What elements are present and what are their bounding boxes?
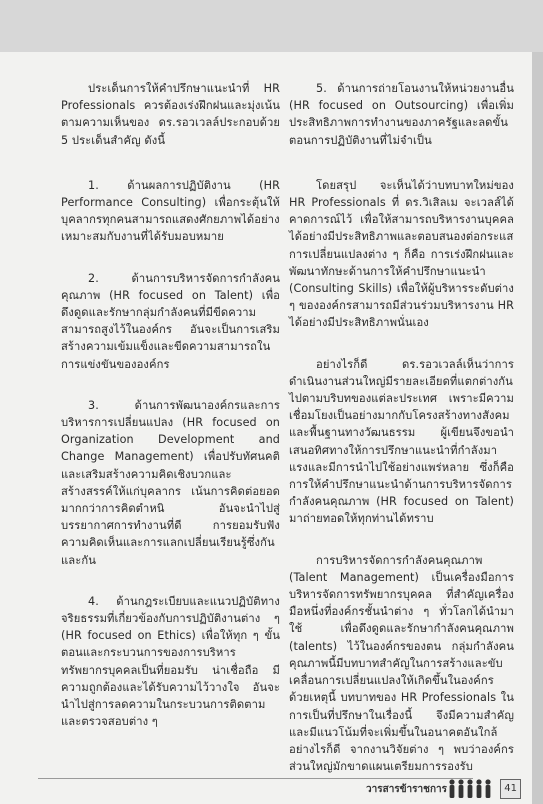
spacer: [289, 332, 514, 356]
spacer: [61, 569, 280, 593]
journal-name: วารสารข้าราชการ: [366, 784, 447, 795]
footer-rule: [38, 778, 473, 779]
spacer: [289, 149, 514, 177]
spacer: [289, 528, 514, 552]
spacer: [61, 149, 280, 177]
left-column: [61, 80, 280, 731]
list-item-3: 3. ด้านการพัฒนาองค์กรและการบริหารการเปลี่ยนแปลง (HR focused on Organization Development and Change Management) เพื่อปรับทัศนคติและเสริมสร้างความคิดเชิงบวกและสร้างสรรค์ให้แก่บุคลากร เน้นการคิดต่อยอดมากกว่าการคิดตำหนิ อันจะนำไปสู่บรรยากาศการทำงานที่ดี การยอมรับฟังความคิดเห็นและการแลกเปลี่ยนเรียนรู้ซึ่งกันและกัน: [61, 398, 280, 567]
spacer: [61, 373, 280, 397]
page-footer: [0, 772, 543, 804]
list-item-2: 2. ด้านการบริหารจัดการกำลังคนคุณภาพ (HR focused on Talent) เพื่อดึงดูดและรักษากลุ่มกำลังคนที่มีขีดความสามารถสูงไว้ในองค์กร อันจะเป็นการเสริมสร้างความเข้มแข็งและขีดความสามารถในการแข่งขันขององค์กร: [61, 271, 280, 371]
intro-paragraph: ประเด็นการให้คำปรึกษาแนะนำที่ HR Professionals ควรต้องเร่งฝึกฝนและมุ่งเน้นตามความเห็นของ ดร.รอวเวลล์ประกอบด้วย 5 ประเด็นสำคัญ ดังนี้: [61, 82, 280, 147]
context-paragraph: อย่างไรก็ดี ดร.รอวเวลล์เห็นว่าการดำเนินงานส่วนใหญ่มีรายละเอียดที่แตกต่างกันไปตามบริบทของแต่ละประเทศ เพราะมีความเชื่อมโยงเป็นอย่างมากกับโครงสร้างทางสังคมและพื้นฐานทางวัฒนธรรม ผู้เขียนจึงขอนำเสนอทิศทางให้การปรึกษาแนะนำที่กำลังมาแรงและมีการนำไปใช้อย่างแพร่หลาย ซึ่งก็คือการให้คำปรึกษาแนะนำด้านการบริหารจัดการกำลังคนคุณภาพ (HR focused on Talent) มาถ่ายทอดให้ทุกท่านได้ทราบ: [289, 357, 514, 526]
people-figures-icon: [447, 778, 499, 800]
talent-management-paragraph: การบริหารจัดการกำลังคนคุณภาพ (Talent Management) เป็นเครื่องมือการบริหารจัดการทรัพยากรบุคคล ที่สำคัญเครื่องมือหนึ่งที่องค์กรชั้นนำต่าง ๆ ทั่วโลกได้นำมาใช้ เพื่อดึงดูดและรักษากำลังคนคุณภาพ (talents) ไว้ในองค์กรของตน กลุ่มกำลังคนคุณภาพนี้มีบทบาทสำคัญในการสร้างและขับเคลื่อนการเปลี่ยนแปลงให้เกิดขึ้นในองค์กร ด้วยเหตุนี้ บทบาทของ HR Professionals ในการเป็นที่ปรึกษาในเรื่องนี้ จึงมีความสำคัญและมีแนวโน้มที่จะเพิ่มขึ้นในอนาคตอันใกล้ อย่างไรก็ดี จากงานวิจัยต่าง ๆ พบว่าองค์กรส่วนใหญ่มักขาดแผนเตรียมการรองรับ: [289, 553, 514, 774]
right-column: [289, 80, 514, 775]
page-edge-strip: [532, 52, 543, 804]
list-item-4: 4. ด้านกฎระเบียบและแนวปฏิบัติทางจริยธรรมที่เกี่ยวข้องกับการปฏิบัติงานต่าง ๆ (HR focused on Ethics) เพื่อให้ทุก ๆ ขั้นตอนและกระบวนการของการบริหารทรัพยากรบุคคลเป็นที่ยอมรับ น่าเชื่อถือ มีความถูกต้องและได้รับความไว้วางใจ อันจะนำไปสู่การลดความในกระบวนการติดตามและตรวจสอบต่าง ๆ: [61, 594, 280, 729]
top-margin-band: [0, 0, 543, 52]
page-number: 41: [500, 779, 521, 799]
list-item-5: 5. ด้านการถ่ายโอนงานให้หน่วยงานอื่น (HR focused on Outsourcing) เพื่อเพิ่มประสิทธิภาพการทำงานของภาครัฐและลดขั้นตอนการปฏิบัติงานที่ไม่จำเป็น: [289, 82, 514, 147]
spacer: [61, 246, 280, 270]
summary-paragraph: โดยสรุป จะเห็นได้ว่าบทบาทใหม่ของ HR Professionals ที่ ดร.วิเสิลเม จะเวลส์ได้คาดการณ์ไว้ เพื่อให้สามารถบริหารงานบุคคลได้อย่างมีประสิทธิภาพและตอบสนองต่อกระแสการเปลี่ยนแปลงต่าง ๆ ก็คือ การเร่งฝึกฝนและพัฒนาทักษะด้านการให้คำปรึกษาแนะนำ (Consulting Skills) เพื่อให้ผู้บริหารระดับต่าง ๆ ขององค์กรสามารถมีส่วนร่วมบริหารงาน HR ได้อย่างมีประสิทธิภาพนั่นเอง: [289, 178, 514, 330]
list-item-1: 1. ด้านผลการปฏิบัติงาน (HR Performance Consulting) เพื่อกระตุ้นให้บุคลากรทุกคนสามารถแสดงศักยภาพได้อย่างเหมาะสมกับงานที่ได้รับมอบหมาย: [61, 178, 280, 244]
